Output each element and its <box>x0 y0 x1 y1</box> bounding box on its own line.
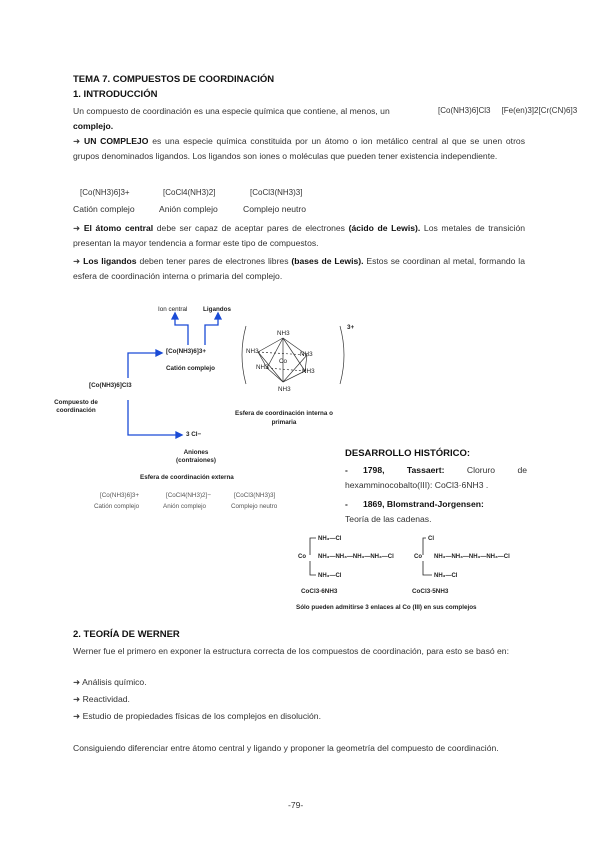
arrow-icon: ➜ <box>73 677 81 687</box>
svg-text:NH₃—NH₃—NH₃—NH₃—Cl: NH₃—NH₃—NH₃—NH₃—Cl <box>434 554 510 560</box>
page-number: -79- <box>288 800 304 810</box>
arrow-icon: ➜ <box>73 136 81 146</box>
atomo-text-b: Los metales de transición presentan la mayor tendencia a formar este tipo de compuestos. <box>73 223 526 248</box>
item2-name: Blomstrand-Jorgensen: <box>386 499 484 509</box>
intro-formulas: [Co(NH3)6]Cl3 [Fe(en)3]2[Cr(CN)6]3 <box>438 106 578 115</box>
item2-text: Teoría de las cadenas. <box>345 513 432 524</box>
werner-bullet-2: ➜ Reactividad. <box>73 694 130 704</box>
section-title: TEMA 7. COMPUESTOS DE COORDINACIÓN <box>73 74 275 85</box>
intro-text: Un compuesto de coordinación es una especie química que contiene, al menos, un <box>73 106 390 116</box>
nh3-front-left: NH3 <box>256 364 269 371</box>
complejo-text: es una especie química constituida por un átomo o ion metálico central al que se unen otros grupos denominados ligandos. Los ligandos son iones o moléculas que pueden tener existencia independiente. <box>73 136 526 161</box>
example-cation-formula: [Co(NH3)6]3+ <box>80 188 130 197</box>
historia-item-1: - 1798, Tassaert: Cloruro de hexamminocobalto(III): CoCl3·6NH3 . <box>345 465 527 490</box>
svg-text:NH₃—Cl: NH₃—Cl <box>434 573 458 579</box>
complejo-label: UN COMPLEJO <box>83 136 149 146</box>
item1-year: 1798, <box>363 465 385 475</box>
aniones-label: Aniones (contraiones) <box>176 449 216 464</box>
atomo-bold: (ácido de Lewis). <box>348 223 421 233</box>
ligandos-bold: (bases de Lewis). <box>291 256 364 266</box>
example-anion-formula: [CoCl4(NH3)2] <box>163 188 216 197</box>
esfera-interna-label: Esfera de coordinación interna o primaria <box>235 410 333 426</box>
charge-label: 3+ <box>347 324 355 331</box>
small-label-1: Catión complejo <box>94 503 140 510</box>
arrow-icon: ➜ <box>73 256 81 266</box>
atomo-text-a: debe ser capaz de aceptar pares de electrones <box>156 223 345 233</box>
ion-central-label: Ion central <box>158 306 188 313</box>
co-atom: Co <box>279 358 288 365</box>
example-cation-label: Catión complejo <box>73 204 135 214</box>
svg-text:NH₃—Cl: NH₃—Cl <box>318 573 342 579</box>
svg-text:NH₃—Cl: NH₃—Cl <box>318 536 342 542</box>
section2-title: 2. TEORÍA DE WERNER <box>73 629 180 640</box>
example-anion-label: Anión complejo <box>159 204 218 214</box>
cation-formula: [Co(NH3)6]3+ <box>166 348 207 355</box>
arrow-icon: ➜ <box>73 694 81 704</box>
werner-conclusion: Consiguiendo diferenciar entre átomo central y ligando y proponer la geometría del compuesto de coordinación. <box>73 743 499 753</box>
example-neutral-formula: [CoCl3(NH3)3] <box>250 188 303 197</box>
historia-title: DESARROLLO HISTÓRICO: <box>345 448 471 459</box>
anion-formula: 3 Cl− <box>186 431 202 438</box>
ligandos-text-a: deben tener pares de electrones libres <box>139 256 289 266</box>
intro-end: complejo. <box>73 121 114 131</box>
arrow-icon: ➜ <box>73 223 81 233</box>
compound-label: Compuesto de coordinación <box>54 399 98 414</box>
small-label-3: Complejo neutro <box>231 503 278 510</box>
atomo-label: El átomo central <box>83 223 154 233</box>
chain-theory-diagram <box>296 531 532 587</box>
arrow-icon: ➜ <box>73 711 81 721</box>
chain2-label: CoCl3·5NH3 <box>412 588 449 595</box>
item2-year: 1869, <box>363 499 385 509</box>
nh3-front-right: NH3 <box>302 368 315 375</box>
item1-text: Cloruro de hexamminocobalto(III): CoCl3·6NH3 . <box>345 465 527 490</box>
ligandos-label: Los ligandos <box>83 256 137 266</box>
section-subtitle: 1. INTRODUCCIÓN <box>73 89 158 100</box>
werner-bullet-3: ➜ Estudio de propiedades físicas de los complejos en disolución. <box>73 711 321 721</box>
svg-text:Co: Co <box>298 554 306 560</box>
nh3-left: NH3 <box>246 348 259 355</box>
werner-text: Werner fue el primero en exponer la estructura correcta de los compuestos de coordinación, para esto se basó en: <box>73 646 509 656</box>
svg-text:NH₃—NH₃—NH₃—NH₃—Cl: NH₃—NH₃—NH₃—NH₃—Cl <box>318 554 394 560</box>
small-example-3: [CoCl3(NH3)3] <box>234 492 276 499</box>
item1-name: Tassaert: <box>406 465 445 475</box>
svg-text:Cl: Cl <box>428 536 434 542</box>
example-neutral-label: Complejo neutro <box>243 204 307 214</box>
small-label-2: Anión complejo <box>163 503 207 510</box>
chain1-label: CoCl3·6NH3 <box>301 588 338 595</box>
ligandos-text-b: Estos se coordinan al metal, formando la esfera de coordinación interna o primaria del complejo. <box>73 256 526 281</box>
cation-label: Catión complejo <box>166 365 215 372</box>
ligandos-diagram-label: Ligandos <box>203 306 231 313</box>
nh3-bottom: NH3 <box>278 386 291 393</box>
small-example-1: [Co(NH3)6]3+ <box>100 492 140 499</box>
compound-formula: [Co(NH3)6]Cl3 <box>89 382 132 389</box>
svg-text:Co: Co <box>414 554 422 560</box>
esfera-externa-label: Esfera de coordinación externa <box>140 474 234 481</box>
werner-bullet-1: ➜ Análisis químico. <box>73 677 147 687</box>
historia-item-2: - 1869, Blomstrand-Jorgensen: Teoría de las cadenas. <box>345 499 484 524</box>
nh3-top: NH3 <box>277 330 290 337</box>
chain-caption: Sólo pueden admitirse 3 enlaces al Co (III) en sus complejos <box>296 604 477 611</box>
nh3-right: NH3 <box>300 351 313 358</box>
small-example-2: [CoCl4(NH3)2]− <box>166 492 211 499</box>
